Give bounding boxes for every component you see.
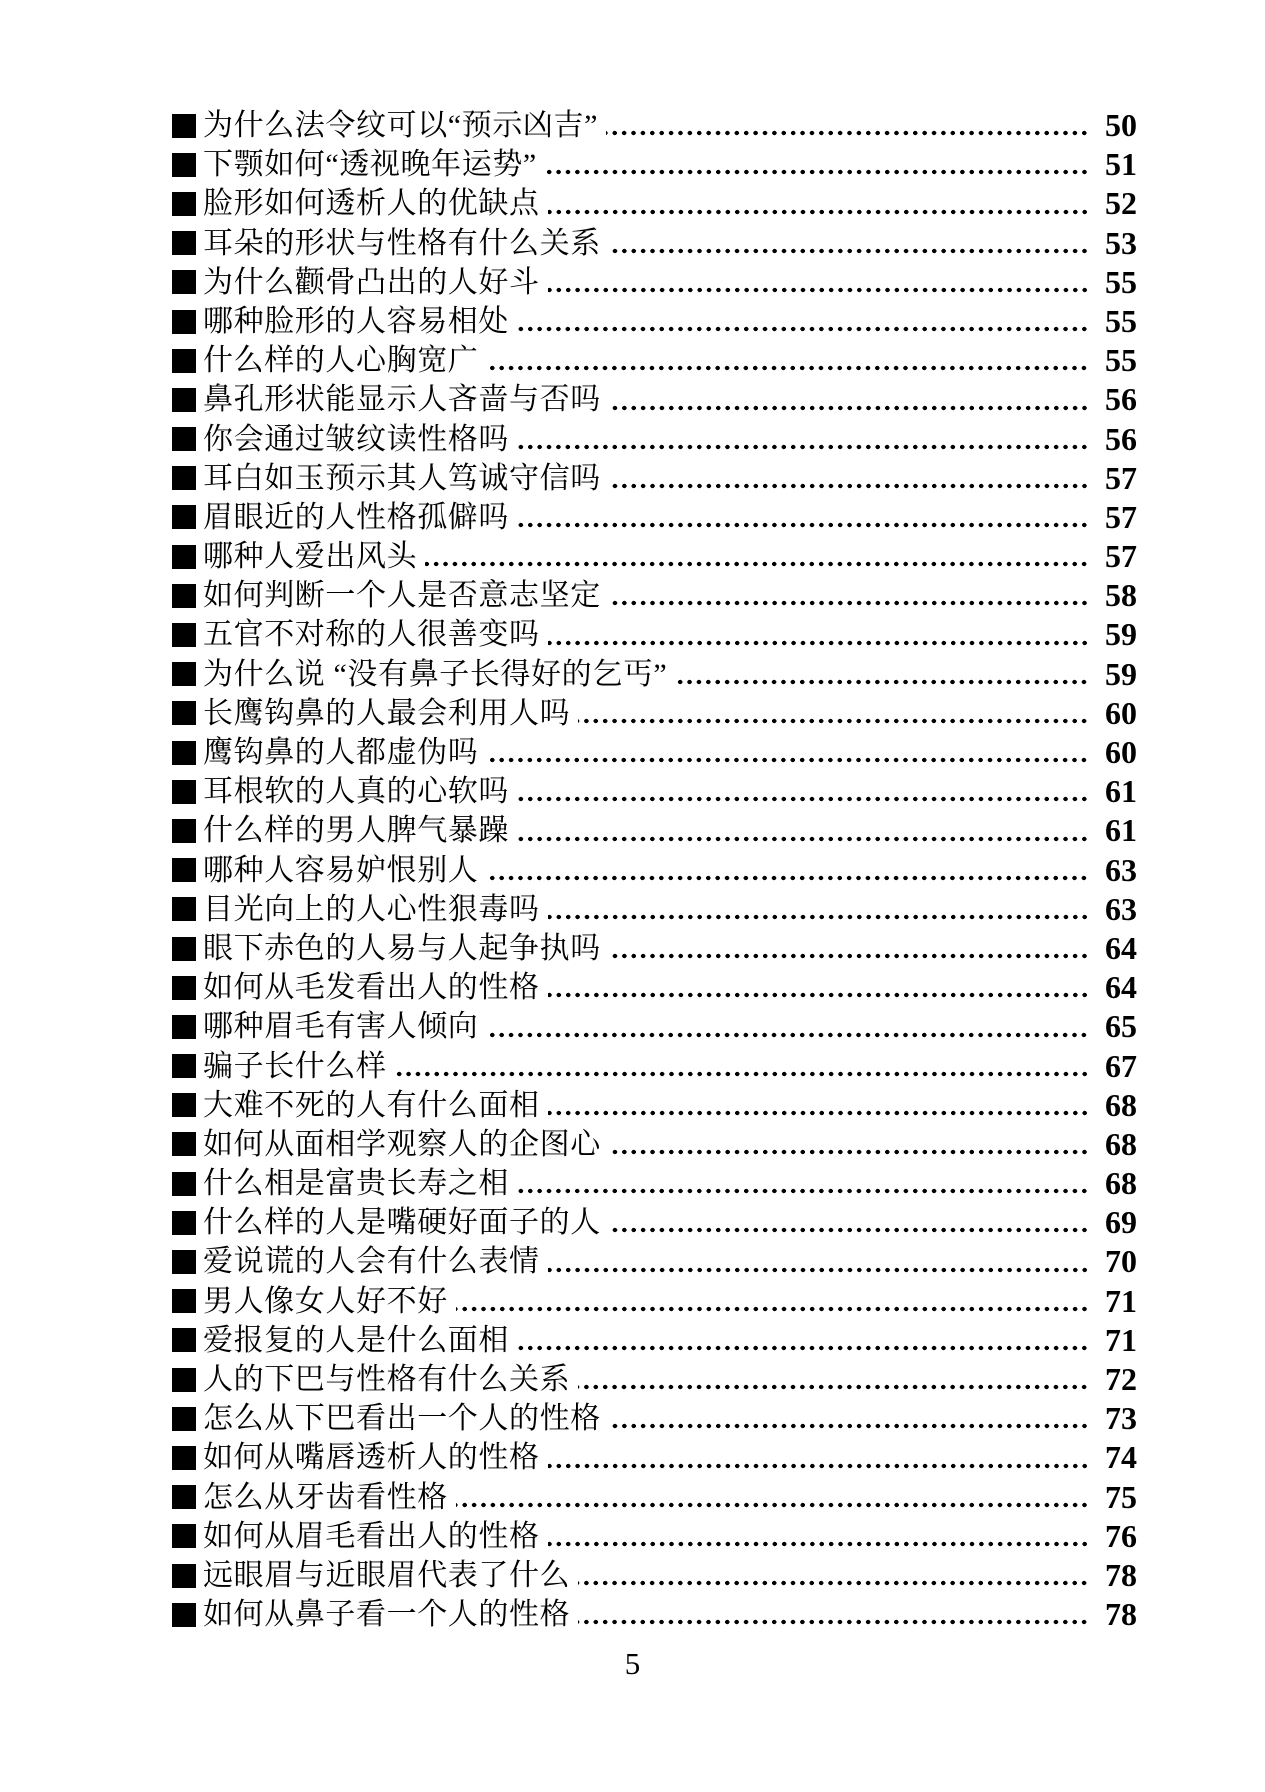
dot-leader — [517, 1164, 1089, 1203]
square-bullet-icon: ■ — [172, 153, 196, 177]
toc-entry-title: 五官不对称的人很善变吗 — [203, 618, 540, 652]
dot-leader — [548, 263, 1089, 302]
toc-entry-title: 脸形如何透析人的优缺点 — [203, 187, 540, 221]
toc-entry-page-number: 60 — [1105, 694, 1137, 731]
toc-entry-title: 为什么法令纹可以“预示凶吉” — [203, 109, 599, 142]
toc-entry-page-number: 71 — [1105, 1282, 1137, 1319]
toc-entry — [172, 615, 1137, 654]
toc-entry — [172, 1517, 1137, 1556]
toc-entry-title: 耳朵的形状与性格有什么关系 — [203, 226, 601, 260]
toc-entry — [172, 929, 1137, 968]
toc-entry-page-number: 55 — [1105, 342, 1137, 379]
dot-leader — [486, 1007, 1089, 1046]
square-bullet-icon: ■ — [172, 1172, 196, 1196]
dot-leader — [609, 1399, 1089, 1438]
dot-leader — [548, 1086, 1089, 1125]
toc-entry-title: 哪种人爱出风头 — [203, 540, 418, 574]
toc-entry-title: 大难不死的人有什么面相 — [203, 1088, 540, 1122]
dot-leader — [578, 1360, 1089, 1399]
square-bullet-icon: ■ — [172, 505, 196, 529]
square-bullet-icon: ■ — [172, 662, 196, 686]
toc-entry-page-number: 57 — [1105, 498, 1137, 535]
toc-entry — [172, 263, 1137, 302]
toc-entry — [172, 811, 1137, 850]
dot-leader — [548, 184, 1089, 223]
dot-leader — [609, 1203, 1089, 1242]
toc-entry-page-number: 59 — [1105, 655, 1137, 692]
toc-entry-title: 什么样的人是嘴硬好面子的人 — [203, 1206, 601, 1240]
toc-entry-title: 什么样的男人脾气暴躁 — [203, 814, 509, 848]
square-bullet-icon: ■ — [172, 1485, 196, 1509]
toc-entry-page-number: 63 — [1105, 851, 1137, 888]
dot-leader — [548, 890, 1089, 929]
dot-leader — [675, 655, 1089, 694]
square-bullet-icon: ■ — [172, 897, 196, 921]
toc-entry-title: 如何从毛发看出人的性格 — [203, 971, 540, 1005]
square-bullet-icon: ■ — [172, 780, 196, 804]
toc-entry-page-number: 53 — [1105, 224, 1137, 261]
dot-leader — [609, 929, 1089, 968]
toc-entry — [172, 498, 1137, 537]
toc-entry-page-number: 68 — [1105, 1086, 1137, 1123]
toc-entry-title: 远眼眉与近眼眉代表了什么 — [203, 1558, 571, 1592]
square-bullet-icon: ■ — [172, 231, 196, 255]
toc-entry — [172, 1595, 1137, 1634]
square-bullet-icon: ■ — [172, 937, 196, 961]
square-bullet-icon: ■ — [172, 1603, 196, 1627]
dot-leader — [609, 380, 1089, 419]
toc-entry-title: 哪种脸形的人容易相处 — [203, 304, 509, 338]
toc-entry-title: 如何判断一个人是否意志坚定 — [203, 579, 601, 613]
toc-entry-title: 什么样的人心胸宽广 — [203, 344, 479, 378]
toc-entry — [172, 772, 1137, 811]
toc-entry — [172, 890, 1137, 929]
dot-leader — [609, 224, 1089, 263]
square-bullet-icon: ■ — [172, 310, 196, 334]
dot-leader — [517, 772, 1089, 811]
square-bullet-icon: ■ — [172, 1250, 196, 1274]
toc-entry-page-number: 51 — [1105, 146, 1137, 183]
toc-entry — [172, 1360, 1137, 1399]
toc-entry — [172, 694, 1137, 733]
toc-entry — [172, 1556, 1137, 1595]
square-bullet-icon: ■ — [172, 1289, 196, 1313]
dot-leader — [425, 537, 1089, 576]
square-bullet-icon: ■ — [172, 741, 196, 765]
dot-leader — [486, 341, 1089, 380]
dot-leader — [548, 1438, 1089, 1477]
toc-entry — [172, 576, 1137, 615]
square-bullet-icon: ■ — [172, 1328, 196, 1352]
toc-entry-title: 下颚如何“透视晚年运势” — [203, 148, 537, 182]
dot-leader — [545, 145, 1089, 184]
square-bullet-icon: ■ — [172, 1132, 196, 1156]
dot-leader — [486, 733, 1089, 772]
square-bullet-icon: ■ — [172, 701, 196, 725]
toc-entry-page-number: 60 — [1105, 734, 1137, 770]
square-bullet-icon: ■ — [172, 1211, 196, 1235]
toc-entry — [172, 145, 1137, 184]
toc-entry-title: 怎么从下巴看出一个人的性格 — [203, 1402, 601, 1436]
toc-entry-title: 如何从眉毛看出人的性格 — [203, 1519, 540, 1553]
toc-entry — [172, 459, 1137, 498]
toc-entry-page-number: 56 — [1105, 420, 1137, 457]
toc-entry — [172, 1203, 1137, 1242]
toc-entry-page-number: 72 — [1105, 1361, 1137, 1397]
square-bullet-icon: ■ — [172, 1524, 196, 1548]
toc-entry — [172, 1047, 1137, 1086]
toc-entry — [172, 1086, 1137, 1125]
toc-entry-page-number: 64 — [1105, 969, 1137, 1006]
toc-entry-page-number: 67 — [1105, 1047, 1137, 1084]
toc-entry-page-number: 68 — [1105, 1165, 1137, 1202]
dot-leader — [548, 1242, 1089, 1281]
dot-leader — [609, 1125, 1089, 1164]
square-bullet-icon: ■ — [172, 270, 196, 294]
toc-entry-title: 怎么从牙齿看性格 — [203, 1480, 448, 1514]
toc-entry-page-number: 61 — [1105, 773, 1137, 810]
toc-entry-title: 男人像女人好不好 — [203, 1284, 448, 1318]
toc-entry-title: 如何从鼻子看一个人的性格 — [203, 1598, 571, 1632]
dot-leader — [578, 1556, 1089, 1595]
dot-leader — [609, 576, 1089, 615]
toc-entry-title: 如何从嘴唇透析人的性格 — [203, 1441, 540, 1475]
square-bullet-icon: ■ — [172, 819, 196, 843]
toc-entry-page-number: 69 — [1105, 1204, 1137, 1241]
square-bullet-icon: ■ — [172, 858, 196, 882]
toc-entry-page-number: 61 — [1105, 812, 1137, 849]
toc-entry — [172, 302, 1137, 341]
toc-entry — [172, 1478, 1137, 1517]
square-bullet-icon: ■ — [172, 349, 196, 373]
toc-entry — [172, 1438, 1137, 1477]
toc-entry — [172, 1399, 1137, 1438]
toc-entry — [172, 184, 1137, 223]
square-bullet-icon: ■ — [172, 1446, 196, 1470]
dot-leader — [578, 1595, 1089, 1634]
toc-entry-title: 长鹰钩鼻的人最会利用人吗 — [203, 696, 571, 730]
toc-entry-page-number: 65 — [1105, 1008, 1137, 1045]
toc-entry — [172, 537, 1137, 576]
toc-entry — [172, 1321, 1137, 1360]
toc-entry-page-number: 78 — [1105, 1556, 1137, 1593]
toc-entry-title: 耳根软的人真的心软吗 — [203, 775, 509, 809]
dot-leader — [517, 498, 1089, 537]
toc-entry-page-number: 74 — [1105, 1439, 1137, 1476]
toc-entry-page-number: 59 — [1105, 616, 1137, 653]
toc-entry-title: 为什么说 “没有鼻子长得好的乞丐” — [203, 657, 668, 691]
square-bullet-icon: ■ — [172, 545, 196, 569]
dot-leader — [609, 459, 1089, 498]
toc-entry — [172, 341, 1137, 380]
toc-entry-title: 眉眼近的人性格孤僻吗 — [203, 500, 509, 534]
square-bullet-icon: ■ — [172, 1368, 196, 1392]
toc-entry-page-number: 71 — [1105, 1321, 1137, 1358]
square-bullet-icon: ■ — [172, 1093, 196, 1117]
toc-entry-page-number: 73 — [1105, 1400, 1137, 1437]
toc-entry — [172, 420, 1137, 459]
dot-leader — [486, 851, 1089, 890]
toc-entry — [172, 1242, 1137, 1281]
toc-entry-title: 你会通过皱纹读性格吗 — [203, 422, 509, 456]
toc-entry-title: 哪种眉毛有害人倾向 — [203, 1010, 479, 1044]
toc-entry-title: 哪种人容易妒恨别人 — [203, 853, 479, 887]
dot-leader — [517, 302, 1089, 341]
toc-entry — [172, 1007, 1137, 1046]
toc-entry — [172, 1125, 1137, 1164]
toc-entry-page-number: 56 — [1105, 381, 1137, 418]
toc-entry-title: 耳白如玉预示其人笃诚守信吗 — [203, 461, 601, 495]
toc-entry-page-number: 57 — [1105, 538, 1137, 575]
dot-leader — [548, 615, 1089, 654]
dot-leader — [578, 694, 1089, 733]
square-bullet-icon: ■ — [172, 1015, 196, 1039]
square-bullet-icon: ■ — [172, 1054, 196, 1078]
dot-leader — [606, 106, 1089, 145]
toc-entry-title: 爱报复的人是什么面相 — [203, 1323, 509, 1357]
toc-entry-page-number: 78 — [1105, 1596, 1137, 1633]
square-bullet-icon: ■ — [172, 388, 196, 412]
square-bullet-icon: ■ — [172, 114, 196, 138]
dot-leader — [456, 1282, 1089, 1321]
dot-leader — [517, 1321, 1089, 1360]
toc-entry — [172, 1164, 1137, 1203]
dot-leader — [517, 420, 1089, 459]
toc-entry-page-number: 63 — [1105, 890, 1137, 927]
toc-entry — [172, 968, 1137, 1007]
toc-entry-page-number: 76 — [1105, 1517, 1137, 1554]
square-bullet-icon: ■ — [172, 1407, 196, 1431]
toc-entry — [172, 106, 1137, 145]
toc-entry — [172, 655, 1137, 694]
toc-entry-title: 爱说谎的人会有什么表情 — [203, 1245, 540, 1279]
square-bullet-icon: ■ — [172, 192, 196, 216]
toc-entry-title: 鹰钩鼻的人都虚伪吗 — [203, 736, 479, 769]
toc-list — [172, 106, 1137, 1634]
toc-entry-page-number: 64 — [1105, 929, 1137, 966]
toc-entry-page-number: 55 — [1105, 263, 1137, 300]
toc-entry — [172, 224, 1137, 263]
toc-entry-title: 什么相是富贵长寿之相 — [203, 1167, 509, 1201]
square-bullet-icon: ■ — [172, 584, 196, 608]
toc-entry-title: 目光向上的人心性狠毒吗 — [203, 892, 540, 926]
toc-entry-page-number: 50 — [1105, 107, 1137, 143]
toc-entry — [172, 733, 1137, 772]
square-bullet-icon: ■ — [172, 427, 196, 451]
dot-leader — [548, 1517, 1089, 1556]
toc-entry-title: 如何从面相学观察人的企图心 — [203, 1127, 601, 1161]
toc-entry — [172, 851, 1137, 890]
dot-leader — [517, 811, 1089, 850]
dot-leader — [395, 1047, 1089, 1086]
square-bullet-icon: ■ — [172, 623, 196, 647]
toc-entry — [172, 380, 1137, 419]
dot-leader — [456, 1478, 1089, 1517]
square-bullet-icon: ■ — [172, 1564, 196, 1588]
dot-leader — [548, 968, 1089, 1007]
page-number-footer: 5 — [624, 1646, 641, 1682]
square-bullet-icon: ■ — [172, 976, 196, 1000]
toc-entry-page-number: 52 — [1105, 185, 1137, 222]
toc-entry-title: 人的下巴与性格有什么关系 — [203, 1363, 571, 1396]
toc-entry-title: 骗子长什么样 — [203, 1049, 387, 1083]
square-bullet-icon: ■ — [172, 466, 196, 490]
toc-entry — [172, 1282, 1137, 1321]
toc-entry-page-number: 75 — [1105, 1478, 1137, 1515]
toc-entry-page-number: 70 — [1105, 1243, 1137, 1280]
toc-entry-title: 眼下赤色的人易与人起争执吗 — [203, 931, 601, 965]
toc-entry-page-number: 57 — [1105, 459, 1137, 496]
toc-entry-page-number: 55 — [1105, 302, 1137, 339]
toc-entry-page-number: 58 — [1105, 577, 1137, 614]
toc-entry-page-number: 68 — [1105, 1125, 1137, 1162]
toc-entry-title: 鼻孔形状能显示人吝啬与否吗 — [203, 383, 601, 417]
toc-entry-title: 为什么颧骨凸出的人好斗 — [203, 265, 540, 299]
